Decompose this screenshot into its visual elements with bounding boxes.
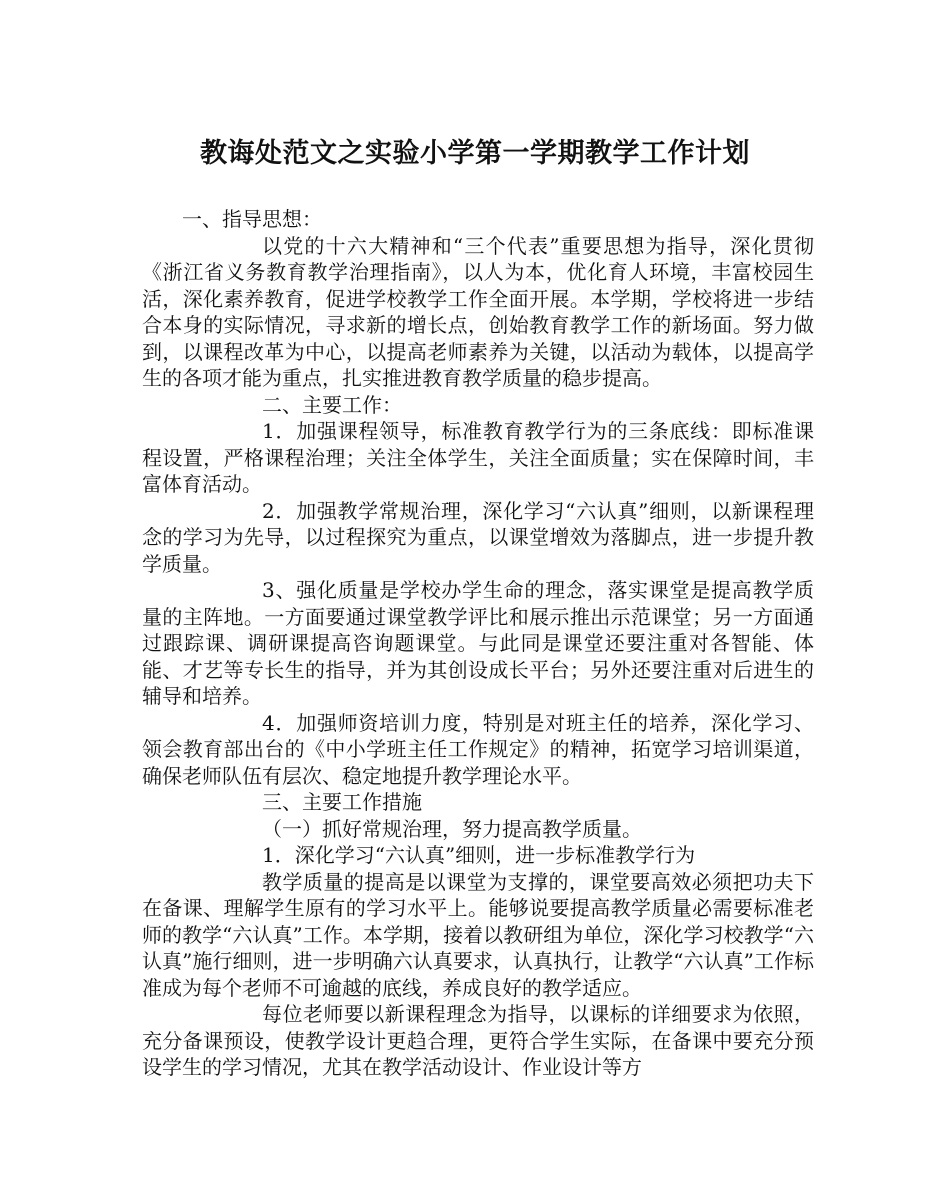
body-paragraph: 1．加强课程领导，标准教育教学行为的三条底线：即标准课程设置，严格课程治理；关注全体学生，关注全面质量；实在保障时间，丰富体育活动。 (142, 419, 814, 496)
body-paragraph: 教学质量的提高是以课堂为支撑的，课堂要高效必须把功夫下在备课、理解学生原有的学习水平上。能够说要提高教学质量必需要标准老师的教学“六认真”工作。本学期，接着以教研组为单位，深化学习校教学“六认真”施行细则，进一步明确六认真要求，认真执行，让教学“六认真”工作标准成为每个老师不可逾越的底线，养成良好的教学适应。 (142, 869, 814, 1000)
body-paragraph: 2．加强教学常规治理，深化学习“六认真”细则，以新课程理念的学习为先导，以过程探究为重点，以课堂增效为落脚点，进一步提升教学质量。 (142, 498, 814, 576)
section-heading: 一、指导思想： (182, 207, 322, 231)
subsection-heading: （一）抓好常规治理，努力提高教学质量。 (262, 816, 642, 841)
document-body (142, 206, 814, 1081)
body-paragraph: 3、强化质量是学校办学生命的理念，落实课堂是提高教学质量的主阵地。一方面要通过课堂教学评比和展示推出示范课堂；另一方面通过跟踪课、调研课提高咨询题课堂。与此同是课堂还要注重对各智能、体能、才艺等专长生的指导，并为其创设成长平台；另外还要注重对后进生的辅导和培养。 (142, 578, 814, 708)
section-heading: 二、主要工作： (262, 392, 402, 417)
body-paragraph: 4．加强师资培训力度，特别是对班主任的培养，深化学习、领会教育部出台的《中小学班主任工作规定》的精神，拓宽学习培训渠道，确保老师队伍有层次、稳定地提升教学理论水平。 (142, 710, 814, 788)
item-heading: 1．深化学习“六认真”细则，进一步标准教学行为 (262, 843, 696, 867)
document-title: 教诲处范文之实验小学第一学期教学工作计划 (200, 138, 750, 169)
body-paragraph: 以党的十六大精神和“三个代表”重要思想为指导，深化贯彻《浙江省义务教育教学治理指南》，以人为本，优化育人环境，丰富校园生活，深化素养教育，促进学校教学工作全面开展。本学期，学校将进一步结合本身的实际情况，寻求新的增长点，创始教育教学工作的新场面。努力做到，以课程改革为中心，以提高老师素养为关键，以活动为载体，以提高学生的各项才能为重点，扎实推进教育教学质量的稳步提高。 (142, 233, 814, 390)
body-paragraph: 每位老师要以新课程理念为指导，以课标的详细要求为依照，充分备课预设，使教学设计更趋合理，更符合学生实际，在备课中要充分预设学生的学习情况，尤其在教学活动设计、作业设计等方 (142, 1002, 814, 1079)
section-heading: 三、主要工作措施 (262, 790, 422, 814)
